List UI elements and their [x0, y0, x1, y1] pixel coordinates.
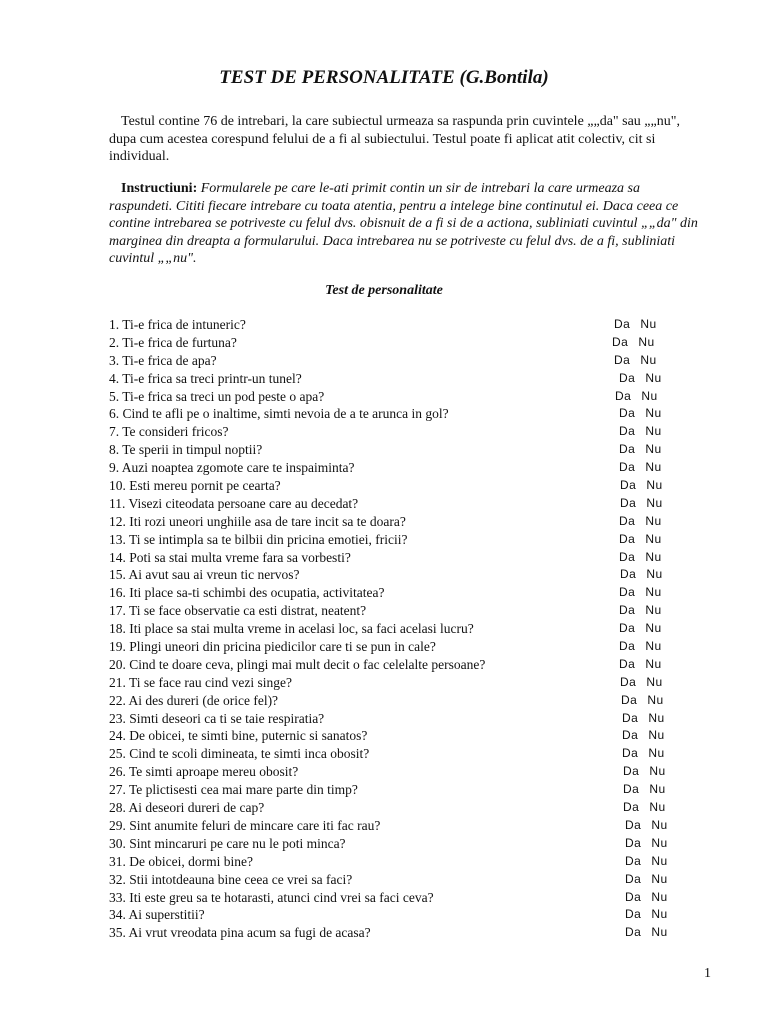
answer-nu[interactable]: Nu [651, 853, 668, 868]
answer-nu[interactable]: Nu [649, 800, 666, 815]
answer-options [619, 423, 662, 441]
answer-da[interactable]: Da [625, 817, 642, 832]
answer-da[interactable]: Da [623, 764, 640, 779]
question-text: 22. Ai des dureri (de orice fel)? [109, 692, 279, 708]
answer-nu[interactable]: Nu [651, 889, 668, 904]
answer-da[interactable]: Da [622, 710, 639, 725]
answer-options [619, 513, 662, 531]
answer-nu[interactable]: Nu [648, 710, 665, 725]
answer-da[interactable]: Da [620, 495, 637, 510]
answer-da[interactable]: Da [620, 567, 637, 582]
question-row [109, 405, 689, 423]
answer-nu[interactable]: Nu [647, 692, 664, 707]
question-text: 3. Ti-e frica de apa? [109, 352, 217, 368]
question-text: 12. Iti rozi uneori unghiile asa de tare incit sa te doara? [109, 513, 406, 529]
answer-options [620, 674, 663, 692]
question-text: 8. Te sperii in timpul noptii? [109, 442, 263, 458]
answer-nu[interactable]: Nu [638, 334, 655, 349]
answer-nu[interactable]: Nu [651, 907, 668, 922]
question-row [109, 441, 689, 459]
answer-da[interactable]: Da [619, 531, 636, 546]
answer-options [619, 459, 662, 477]
question-row [109, 423, 689, 441]
answer-options [614, 316, 657, 334]
answer-nu[interactable]: Nu [651, 817, 668, 832]
question-text: 9. Auzi noaptea zgomote care te inspaiminta? [109, 460, 355, 476]
question-row [109, 745, 689, 763]
question-row [109, 352, 689, 370]
answer-options [623, 799, 666, 817]
question-text: 2. Ti-e frica de furtuna? [109, 334, 237, 350]
question-row [109, 674, 689, 692]
answer-options [619, 531, 662, 549]
question-row [109, 620, 689, 638]
answer-options [625, 817, 668, 835]
question-row [109, 638, 689, 656]
question-text: 5. Ti-e frica sa treci un pod peste o apa? [109, 388, 325, 404]
answer-nu[interactable]: Nu [648, 746, 665, 761]
answer-options [619, 620, 662, 638]
question-row [109, 871, 689, 889]
answer-nu[interactable]: Nu [651, 925, 668, 940]
answer-options [619, 549, 662, 567]
answer-da[interactable]: Da [619, 513, 636, 528]
question-text: 34. Ai superstitii? [109, 907, 205, 923]
answer-nu[interactable]: Nu [645, 639, 662, 654]
answer-nu[interactable]: Nu [645, 406, 662, 421]
instructions-paragraph [109, 180, 704, 268]
question-text: 30. Sint mincaruri pe care nu le poti minca? [109, 835, 346, 851]
question-text: 25. Cind te scoli dimineata, te simti inca obosit? [109, 746, 370, 762]
question-row [109, 889, 689, 907]
document-title: TEST DE PERSONALITATE (G.Bontila) [219, 67, 549, 88]
section-subtitle: Test de personalitate [325, 283, 443, 298]
question-row [109, 656, 689, 674]
question-text: 26. Te simti aproape mereu obosit? [109, 764, 299, 780]
answer-nu[interactable]: Nu [646, 674, 663, 689]
question-row [109, 531, 689, 549]
answer-da[interactable]: Da [625, 835, 642, 850]
answer-options [619, 602, 662, 620]
answer-options [625, 871, 668, 889]
question-row [109, 566, 689, 584]
question-text: 32. Stii intotdeauna bine ceea ce vrei sa faci? [109, 871, 353, 887]
answer-da[interactable]: Da [625, 925, 642, 940]
question-text: 1. Ti-e frica de intuneric? [109, 317, 246, 332]
question-row [109, 584, 689, 602]
question-row [109, 602, 689, 620]
answer-da[interactable]: Da [619, 460, 636, 475]
answer-options [619, 656, 662, 674]
question-row [109, 692, 689, 710]
question-text: 7. Te consideri fricos? [109, 424, 229, 440]
answer-da[interactable]: Da [623, 800, 640, 815]
answer-options [619, 638, 662, 656]
question-text: 31. De obicei, dormi bine? [109, 853, 253, 869]
question-row [109, 388, 689, 406]
question-row [109, 924, 689, 942]
answer-nu[interactable]: Nu [646, 567, 663, 582]
answer-da[interactable]: Da [615, 388, 632, 403]
answer-options [619, 441, 662, 459]
answer-nu[interactable]: Nu [646, 495, 663, 510]
answer-options [625, 906, 668, 924]
answer-nu[interactable]: Nu [645, 585, 662, 600]
answer-options [622, 745, 665, 763]
answer-options [620, 495, 663, 513]
answer-da[interactable]: Da [619, 549, 636, 564]
answer-da[interactable]: Da [619, 603, 636, 618]
answer-options [625, 889, 668, 907]
answer-da[interactable]: Da [625, 853, 642, 868]
answer-options [621, 692, 664, 710]
answer-da[interactable]: Da [620, 478, 637, 493]
question-text: 6. Cind te afli pe o inaltime, simti nevoia de a te arunca in gol? [109, 406, 449, 422]
answer-options [619, 584, 662, 602]
question-text: 13. Ti se intimpla sa te bilbii din pricina emotiei, fricii? [109, 531, 408, 547]
answer-options [619, 370, 662, 388]
instructions-label: Instructiuni: [121, 181, 198, 196]
question-text: 11. Visezi citeodata persoane care au decedat? [109, 495, 359, 511]
question-text: 24. De obicei, te simti bine, puternic si sanatos? [109, 728, 368, 744]
answer-nu[interactable]: Nu [649, 782, 666, 797]
answer-nu[interactable]: Nu [645, 460, 662, 475]
page-number: 1 [704, 966, 711, 981]
question-row [109, 459, 689, 477]
question-row [109, 370, 689, 388]
answer-options [623, 763, 666, 781]
answer-nu[interactable]: Nu [651, 835, 668, 850]
question-text: 28. Ai deseori dureri de cap? [109, 800, 265, 816]
question-list [109, 316, 689, 942]
question-row [109, 477, 689, 495]
question-text: 27. Te plictisesti cea mai mare parte din timp? [109, 782, 358, 798]
intro-paragraph: Testul contine 76 de intrebari, la care subiectul urmeaza sa raspunda prin cuvintele „„da" sau „„nu", dupa cum acestea corespund felului de a fi al subiectului. Testul poate fi aplicat atit colectiv, cit si individual. [109, 114, 680, 164]
answer-da[interactable]: Da [619, 442, 636, 457]
question-row [109, 817, 689, 835]
question-text: 29. Sint anumite feluri de mincare care iti fac rau? [109, 817, 381, 833]
answer-options [619, 405, 662, 423]
answer-da[interactable]: Da [614, 317, 631, 331]
question-text: 18. Iti place sa stai multa vreme in acelasi loc, sa faci acelasi lucru? [109, 621, 474, 637]
question-row [109, 835, 689, 853]
answer-da[interactable]: Da [619, 621, 636, 636]
answer-da[interactable]: Da [619, 370, 636, 385]
answer-options [622, 710, 665, 728]
answer-options [625, 853, 668, 871]
question-row [109, 853, 689, 871]
question-row [109, 906, 689, 924]
answer-options [625, 835, 668, 853]
question-text: 19. Plingi uneori din pricina piedicilor care ti se pun in cale? [109, 639, 436, 655]
answer-da[interactable]: Da [614, 352, 631, 367]
answer-da[interactable]: Da [619, 406, 636, 421]
answer-options [620, 477, 663, 495]
answer-da[interactable]: Da [619, 585, 636, 600]
question-text: 35. Ai vrut vreodata pina acum sa fugi de acasa? [109, 925, 371, 941]
answer-da[interactable]: Da [625, 889, 642, 904]
answer-nu[interactable]: Nu [645, 424, 662, 439]
answer-options [615, 388, 658, 406]
answer-da[interactable]: Da [612, 334, 629, 349]
question-row [109, 495, 689, 513]
answer-nu[interactable]: Nu [645, 656, 662, 671]
question-text: 10. Esti mereu pornit pe cearta? [109, 478, 281, 494]
answer-da[interactable]: Da [619, 639, 636, 654]
answer-nu[interactable]: Nu [645, 603, 662, 618]
question-text: 17. Ti se face observatie ca esti distrat, neatent? [109, 603, 367, 619]
question-row [109, 727, 689, 745]
question-text: 21. Ti se face rau cind vezi singe? [109, 674, 292, 690]
answer-nu[interactable]: Nu [645, 531, 662, 546]
answer-nu[interactable]: Nu [645, 549, 662, 564]
answer-da[interactable]: Da [625, 871, 642, 886]
question-text: 23. Simti deseori ca ti se taie respiratia? [109, 710, 325, 726]
question-row [109, 781, 689, 799]
answer-nu[interactable]: Nu [646, 478, 663, 493]
question-row [109, 763, 689, 781]
question-row [109, 799, 689, 817]
answer-options [622, 727, 665, 745]
answer-da[interactable]: Da [623, 782, 640, 797]
question-row [109, 334, 689, 352]
answer-nu[interactable]: Nu [640, 317, 657, 331]
answer-da[interactable]: Da [622, 728, 639, 743]
answer-nu[interactable]: Nu [651, 871, 668, 886]
question-text: 33. Iti este greu sa te hotarasti, atunci cind vrei sa faci ceva? [109, 889, 434, 905]
question-text: 16. Iti place sa-ti schimbi des ocupatia, activitatea? [109, 585, 385, 601]
question-row [109, 710, 689, 728]
answer-options [625, 924, 668, 942]
answer-nu[interactable]: Nu [645, 442, 662, 457]
answer-options [612, 334, 655, 352]
answer-da[interactable]: Da [622, 746, 639, 761]
answer-options [614, 352, 657, 370]
question-text: 4. Ti-e frica sa treci printr-un tunel? [109, 370, 302, 386]
question-row [109, 316, 689, 334]
answer-nu[interactable]: Nu [645, 513, 662, 528]
answer-da[interactable]: Da [625, 907, 642, 922]
question-row [109, 513, 689, 531]
answer-nu[interactable]: Nu [645, 370, 662, 385]
answer-options [620, 566, 663, 584]
answer-nu[interactable]: Nu [648, 728, 665, 743]
question-row [109, 549, 689, 567]
answer-nu[interactable]: Nu [645, 621, 662, 636]
answer-da[interactable]: Da [619, 656, 636, 671]
answer-nu[interactable]: Nu [649, 764, 666, 779]
answer-nu[interactable]: Nu [640, 352, 657, 367]
answer-options [623, 781, 666, 799]
answer-da[interactable]: Da [621, 692, 638, 707]
answer-da[interactable]: Da [619, 424, 636, 439]
question-text: 14. Poti sa stai multa vreme fara sa vorbesti? [109, 549, 351, 565]
question-text: 20. Cind te doare ceva, plingi mai mult decit o fac celelalte persoane? [109, 656, 486, 672]
instructions-text: Formularele pe care le-ati primit contin un sir de intrebari la care urmeaza sa raspundeti. Cititi fiecare intrebare cu toata atentia, pentru a intelege bine continutul ei. Daca ceea ce contine intrebarea se potriveste cu felul dvs. obisnuit de a fi si de a actiona, subliniati cuvintul „„da" din marginea din dreapta a formularului. Daca intrebarea nu se potriveste cu felul dvs. de a fi, subliniati cuvintul „„nu". [109, 181, 698, 266]
answer-da[interactable]: Da [620, 674, 637, 689]
answer-nu[interactable]: Nu [641, 388, 658, 403]
question-text: 15. Ai avut sau ai vreun tic nervos? [109, 567, 300, 583]
